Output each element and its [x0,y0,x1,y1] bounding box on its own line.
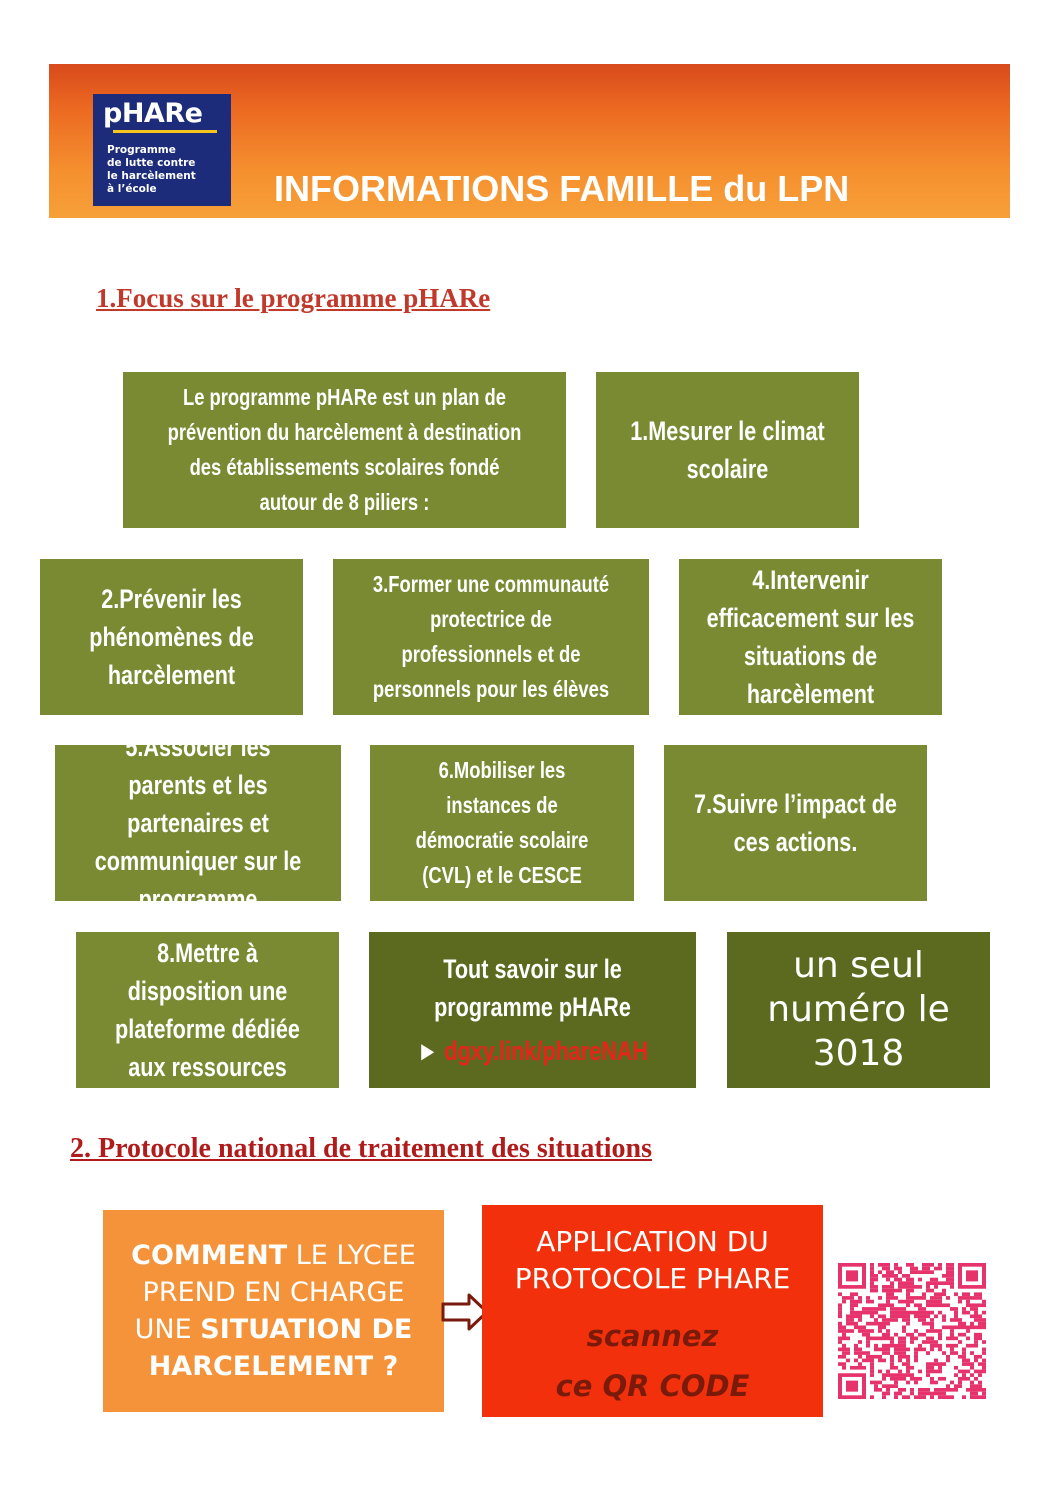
scan-instruction: scannez ce QR CODE [555,1319,750,1403]
question-box: COMMENT LE LYCEE PREND EN CHARGE UNE SITUATION DE HARCELEMENT ? [103,1210,444,1412]
header-banner [49,64,1010,218]
section1-heading: 1.Focus sur le programme pHARe [96,283,491,313]
triangle-arrow-icon: ► [416,1036,439,1066]
logo-title: pHARe [103,98,203,129]
intro-box: Le programme pHARe est un plan de prévention du harcèlement à destination des établissements scolaires fondé autour de 8 piliers : [123,372,566,528]
phare-logo [93,94,231,206]
page-title: INFORMATIONS FAMILLE du LPN [274,168,850,209]
hotline-box: un seul numéro le 3018 [727,932,990,1088]
pillar-2-box: 2.Prévenir les phénomènes de harcèlement [40,559,303,715]
pillar-6-box: 6.Mobiliser les instances de démocratie scolaire (CVL) et le CESCE [370,745,634,901]
section2-heading: 2. Protocole national de traitement des situations [70,1133,652,1164]
pillar-8-box: 8.Mettre à disposition une plateforme dédiée aux ressources [76,932,339,1088]
pillar-4-box: 4.Intervenir efficacement sur les situations de harcèlement [679,559,942,715]
logo-subtitle: Programme de lutte contre le harcèlement à l’école [107,144,196,195]
pillar-5-box: 5.Associer les parents et les partenaires et communiquer sur le programme [55,745,341,901]
pillar-3-box: 3.Former une communauté protectrice de professionnels et de personnels pour les élèves [333,559,649,715]
phare-link[interactable]: dgxy.link/phareNAH [444,1036,649,1066]
learn-more-box: Tout savoir sur le programme pHARe ► dgxy.link/phareNAH [369,932,696,1088]
pillar-1-box: 1.Mesurer le climat scolaire [596,372,859,528]
logo-underline [113,130,217,133]
protocol-title: APPLICATION DU PROTOCOLE PHARE [514,1225,791,1295]
pillar-7-box: 7.Suivre l’impact de ces actions. [664,745,927,901]
qr-code-icon[interactable] [838,1263,986,1399]
protocol-box [482,1205,823,1417]
